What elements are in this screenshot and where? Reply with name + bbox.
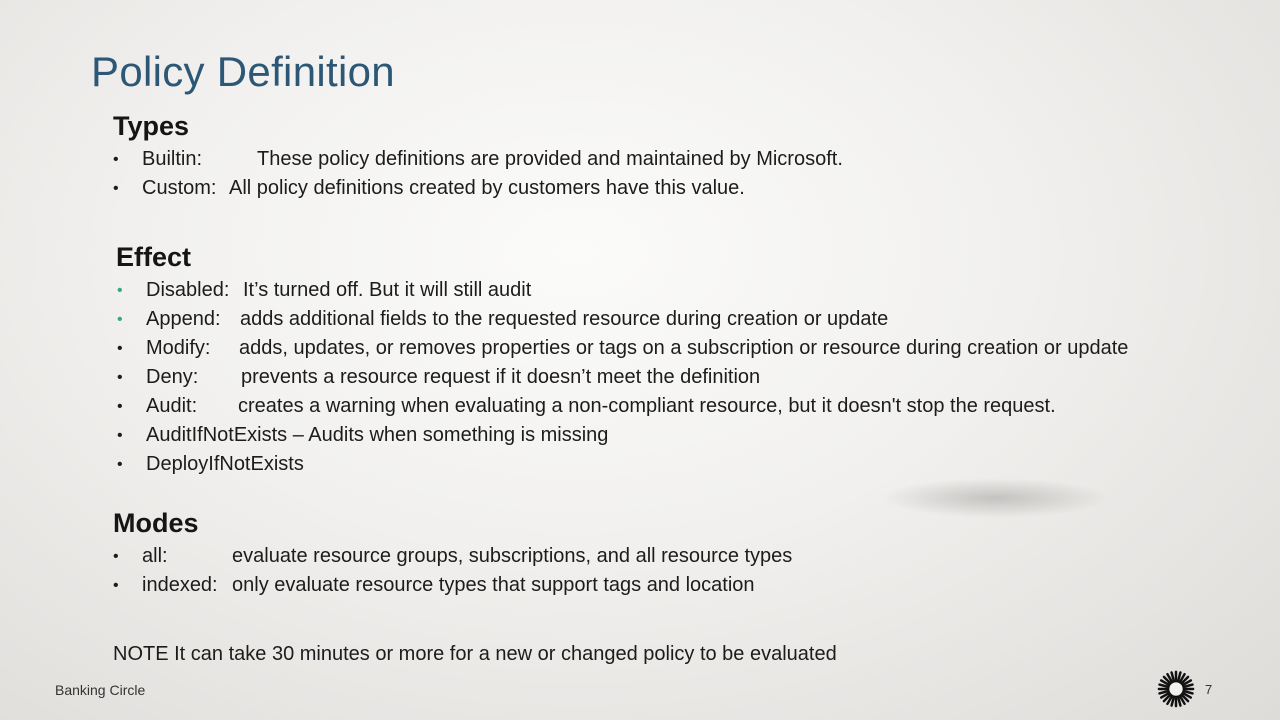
decorative-shadow [880,478,1110,518]
list-item [117,363,1257,392]
item-term: Custom: [142,177,217,199]
types-list [113,145,1013,203]
list-item [117,421,1257,450]
item-term: all: [142,545,168,567]
bullet-icon: • [113,180,119,197]
list-item [117,392,1257,421]
bullet-icon: • [113,577,119,594]
item-term: Audit: [146,395,198,417]
item-desc: only evaluate resource types that support tags and location [232,574,755,596]
item-term: Modify: [146,337,211,359]
types-heading: Types [113,111,190,141]
effect-list [117,276,1257,479]
modes-list [113,542,1013,600]
bullet-icon: • [117,398,123,415]
list-item [117,334,1257,363]
bullet-icon: • [117,311,123,328]
item-term: Builtin: [142,148,203,170]
item-term: Append: [146,308,221,330]
list-item [113,145,1013,174]
list-item [113,174,1013,203]
page-number: 7 [1205,682,1213,697]
item-desc: adds additional fields to the requested resource during creation or update [240,308,889,330]
item-desc: prevents a resource request if it doesn’t meet the definition [241,366,761,388]
item-text: AuditIfNotExists – Audits when something is missing [146,424,609,446]
list-item [117,305,1257,334]
note-text: NOTE It can take 30 minutes or more for a new or changed policy to be evaluated [113,643,837,665]
slide-title: Policy Definition [91,48,395,95]
bullet-icon: • [113,151,119,168]
item-term: Disabled: [146,279,230,301]
item-desc: These policy definitions are provided and maintained by Microsoft. [257,148,843,170]
list-item [113,571,1013,600]
modes-heading: Modes [113,508,199,538]
sunburst-logo-icon [1157,670,1195,708]
bullet-icon: • [117,369,123,386]
bullet-icon: • [117,282,123,299]
item-desc: It’s turned off. But it will still audit [243,279,532,301]
item-desc: evaluate resource groups, subscriptions, and all resource types [232,545,793,567]
item-term: indexed: [142,574,218,596]
list-item [117,450,1257,479]
bullet-icon: • [117,427,123,444]
list-item [117,276,1257,305]
item-text: DeployIfNotExists [146,453,304,475]
bullet-icon: • [117,456,123,473]
bullet-icon: • [113,548,119,565]
footer-company: Banking Circle [55,682,146,698]
item-desc: All policy definitions created by customers have this value. [229,177,745,199]
effect-heading: Effect [116,242,192,272]
item-term: Deny: [146,366,199,388]
item-desc: creates a warning when evaluating a non-compliant resource, but it doesn't stop the request. [238,395,1056,417]
item-desc: adds, updates, or removes properties or tags on a subscription or resource during creation or update [239,337,1129,359]
list-item [113,542,1013,571]
bullet-icon: • [117,340,123,357]
